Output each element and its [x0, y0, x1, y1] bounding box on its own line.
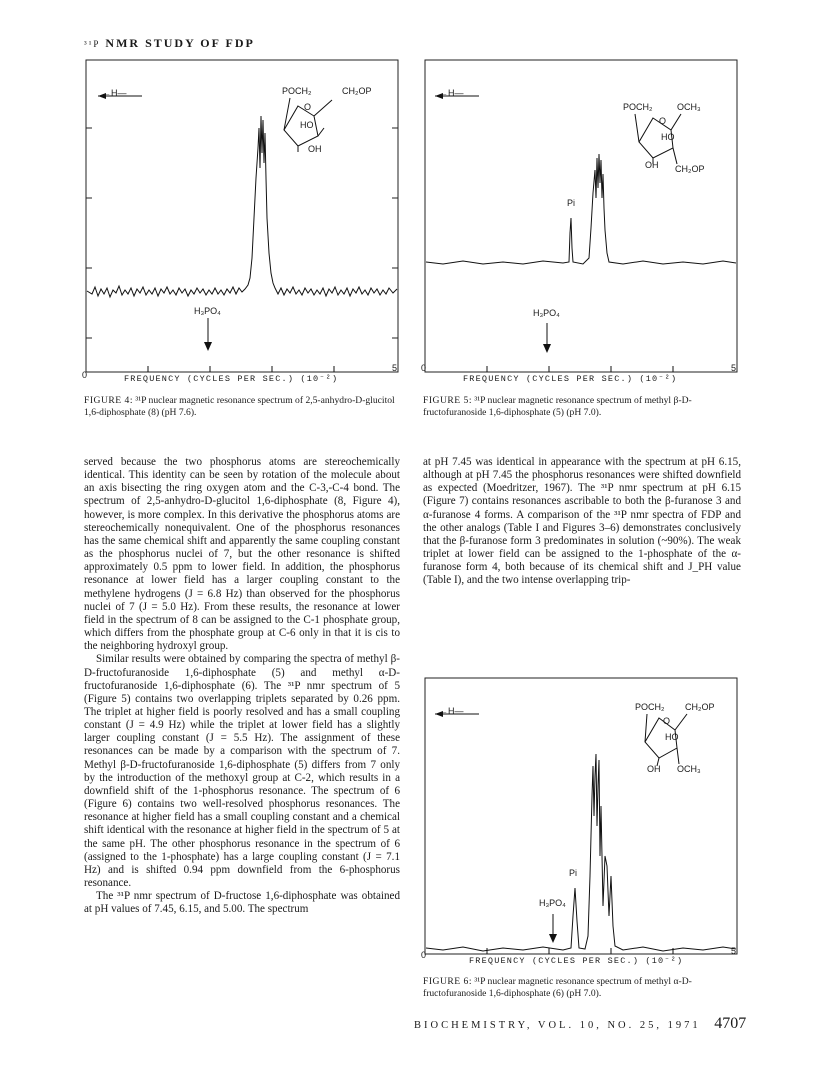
figure-4-spectrum [84, 58, 400, 388]
figure-5-h3po4-arrow [543, 323, 551, 353]
figure-6-h-label: ←H— [439, 706, 464, 716]
figure-5-caption-label: FIGURE 5: [423, 395, 473, 406]
figure-6-och3-label: OCH₃ [677, 764, 701, 774]
figure-4-h3po4-arrow [204, 318, 212, 351]
figure-5-och3-label: OCH₃ [677, 102, 701, 112]
figure-5-tick-5: 5 [731, 363, 737, 373]
figure-6-o-label: O [663, 716, 671, 726]
figure-6-caption-text: ³¹P nuclear magnetic resonance spectrum of methyl α-D-fructofuranoside 1,6-diphosphate (6) (pH 7.0). [423, 976, 692, 999]
figure-5 [423, 58, 739, 388]
figure-4 [84, 58, 400, 388]
figure-5-ch2op-label: CH₂OP [675, 164, 705, 174]
figure-4-poch2-label: POCH₂ [282, 86, 312, 96]
figure-5-ho-label: HO [661, 132, 675, 142]
figure-4-caption [84, 395, 402, 419]
figure-6-h3po4-label: H₃PO₄ [539, 898, 566, 908]
figure-4-caption-text: ³¹P nuclear magnetic resonance spectrum of 2,5-anhydro-D-glucitol 1,6-diphosphate (8) (pH 7.6). [84, 395, 395, 418]
figure-6-ch2op-label: CH₂OP [685, 702, 715, 712]
figure-4-tick-0: 0 [82, 370, 88, 380]
figure-6-caption-label: FIGURE 6: [423, 976, 473, 987]
figure-4-o-label: O [304, 102, 312, 112]
figure-6-frequency-label: FREQUENCY (CYCLES PER SEC.) (10⁻²) [469, 956, 684, 966]
right-column [423, 456, 741, 588]
journal-citation: BIOCHEMISTRY, VOL. 10, NO. 25, 1971 [414, 1020, 701, 1031]
figure-4-frame-ticks [86, 128, 398, 338]
figure-5-tick-0: 0 [421, 363, 427, 373]
left-paragraph-2: Similar results were obtained by comparing the spectra of methyl β-D-fructofuranoside 1,6-diphosphate (5) and methyl α-D-fructofuranoside 1,6-diphosphate (6). The ³¹P nmr spectrum of 5 (Figure 5) contains two overlapping triplets separated by 0.26 ppm. The triplet at higher field is poorly resolved and has a small coupling constant (J = 4.9 Hz) while the triplet at lower field has a slightly larger coupling constant (J = 5.5 Hz). The assignment of these resonances can be made by a comparison with the spectrum of 7. Methyl β-D-fructofuranoside 1,6-diphosphate (5) differs from 7 only by the introduction of the methoxyl group at C-2, which results in a downfield shift of the 1-phosphorus resonance. The spectrum of 6 (Figure 6) contains two well-resolved phosphorus resonances. The resonance at higher field has a small coupling constant and a chemical shift identical with the resonance at higher field in the spectrum of 5 at the same pH. The other phosphorus resonance in the spectrum of 6 (assigned to the 1-phosphate) has a large coupling constant (J = 7.1 Hz) and is shifted 0.94 ppm downfield from the 6-phosphorus resonance. [84, 653, 400, 889]
right-paragraph-1: at pH 7.45 was identical in appearance with the spectrum at pH 6.15, although at pH 7.45 the phosphorus resonances were shifted downfield as expected (Moedritzer, 1967). The ³¹P nmr spectrum at pH 6.15 (Figure 7) contains resonances ascribable to both the β-furanose 3 and α-furanose 4 forms. A comparison of the ³¹P nmr spectra of FDP and the other analogs (Table I and Figures 3–6) demonstrates conclusively that the β-furanose form 3 predominates in solution (~90%). The weak triplet at lower field can be assigned to the 1-phosphate of the α-furanose form 4, both because of its chemical shift and J_PH value (Table I), and the two intense overlapping trip- [423, 456, 741, 587]
running-head [84, 36, 255, 51]
figure-4-ch2op-label: CH₂OP [342, 86, 372, 96]
running-head-title: NMR STUDY OF FDP [105, 36, 255, 50]
figure-6-h3po4-arrow [549, 914, 557, 943]
figure-6-spectrum-trace [426, 754, 736, 951]
figure-5-o-label: O [659, 116, 667, 126]
figure-4-axis-ticks [148, 366, 334, 372]
page-number: 4707 [714, 1015, 747, 1032]
figure-5-pi-label: Pi [567, 198, 576, 208]
figure-6-poch2-label: POCH₂ [635, 702, 665, 712]
figure-4-tick-5: 5 [392, 363, 398, 373]
figure-5-poch2-label: POCH₂ [623, 102, 653, 112]
figure-4-spectrum-trace [87, 116, 397, 297]
figure-4-oh-label: OH [308, 144, 322, 154]
figure-6-tick-0: 0 [421, 950, 427, 960]
figure-5-oh-label: OH [645, 160, 659, 170]
figure-6 [423, 676, 739, 970]
figure-4-h-label: ←H— [102, 88, 127, 98]
figure-5-frequency-label: FREQUENCY (CYCLES PER SEC.) (10⁻²) [463, 374, 678, 384]
figure-6-tick-5: 5 [731, 946, 737, 956]
figure-4-ho-label: HO [300, 120, 314, 130]
figure-6-spectrum [423, 676, 739, 970]
figure-4-caption-label: FIGURE 4: [84, 395, 134, 406]
figure-5-axis-ticks [487, 366, 673, 372]
figure-5-h-label: ←H— [439, 88, 464, 98]
left-paragraph-1: served because the two phosphorus atoms are stereochemically identical. This identity can be seen by rotation of the molecule about an axis bisecting the ring oxygen atom and the C-3,-C-4 bond. The spectrum of 2,5-anhydro-D-glucitol 1,6-diphosphate (8, Figure 4), however, is more complex. In this derivative the phosphorus atoms are stereochemically nonequivalent. One of the phosphorus resonances has the same chemical shift and apparently the same coupling constant as the phosphorus nuclei of 7, but the other resonance is shifted approximately 0.5 ppm to lower field. In addition, the phosphorus resonance at lower field has a larger coupling constant to the methylene hydrogens (J = 6.8 Hz) than observed for the phosphorus nuclei of 7 (J = 5.0 Hz). From these results, the resonance at lower field in the spectrum of 8 can be assigned to the C-1 phosphate group, which differs from the phosphate group at C-6 only in that it is cis to the neighboring hydroxyl group. [84, 456, 400, 653]
figure-6-pi-label: Pi [569, 868, 578, 878]
figure-4-frequency-label: FREQUENCY (CYCLES PER SEC.) (10⁻²) [124, 374, 339, 384]
figure-6-ho-label: HO [665, 732, 679, 742]
figure-5-h3po4-label: H₃PO₄ [533, 308, 560, 318]
figure-4-h3po4-label: H₃PO₄ [194, 306, 221, 316]
page-footer [414, 1015, 746, 1033]
left-paragraph-3: The ³¹P nmr spectrum of D-fructose 1,6-diphosphate was obtained at pH values of 7.45, 6.15, and 5.00. The spectrum [84, 890, 400, 916]
left-column [84, 456, 400, 916]
figure-5-caption-text: ³¹P nuclear magnetic resonance spectrum of methyl β-D-fructofuranoside 1,6-diphosphate (5) (pH 7.0). [423, 395, 692, 418]
figure-6-caption [423, 976, 741, 1000]
figure-5-caption [423, 395, 741, 419]
figure-6-oh-label: OH [647, 764, 661, 774]
running-head-prefix: ³¹P [84, 39, 101, 49]
